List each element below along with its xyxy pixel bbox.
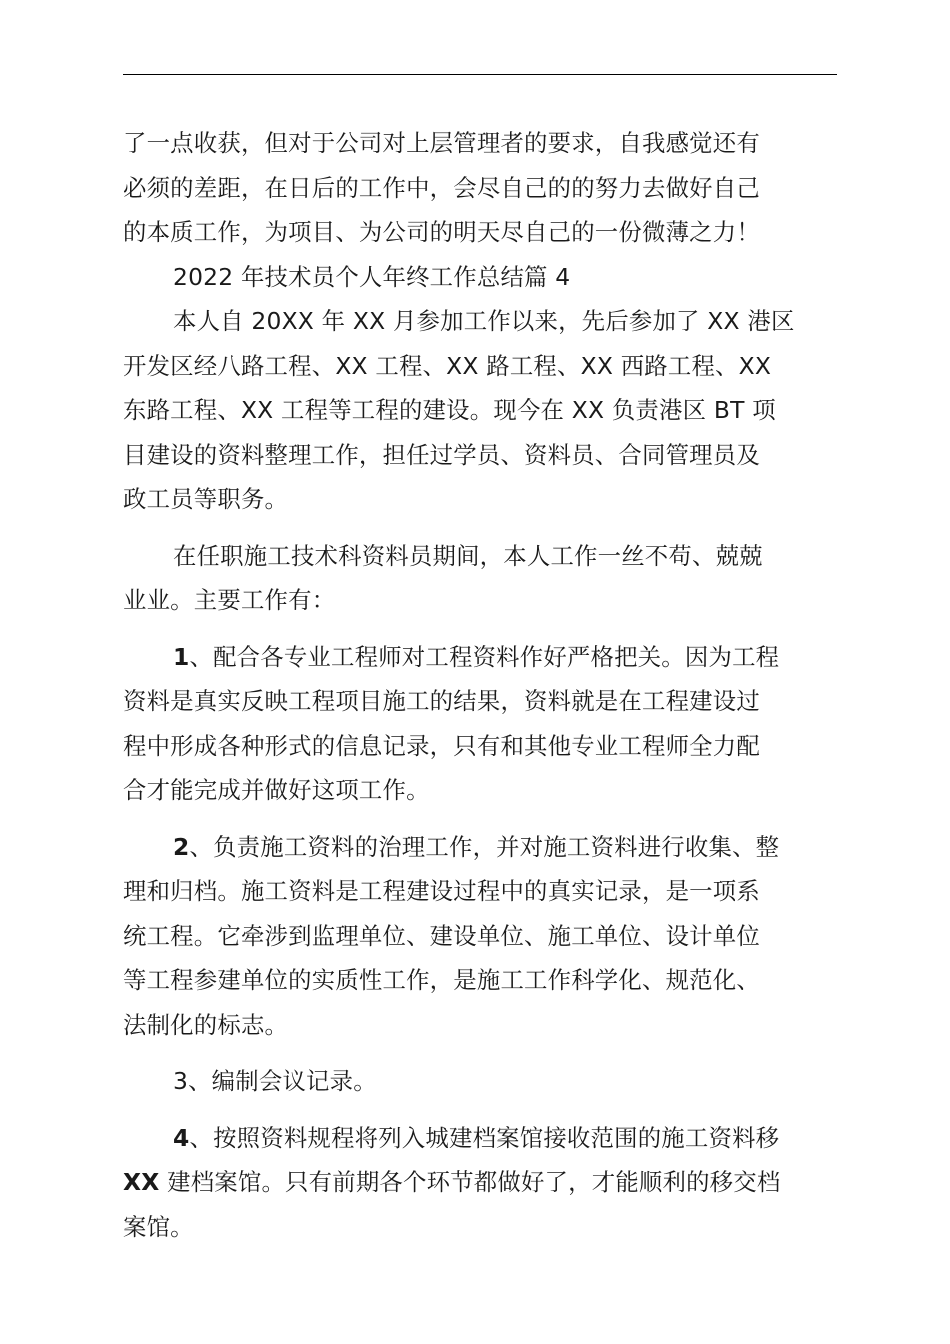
- paragraph-line: 资料是真实反映工程项目施工的结果，资料就是在工程建设过: [123, 687, 760, 715]
- document-body: [123, 121, 839, 1249]
- list-item-text: 、负责施工资料的治理工作，并对施工资料进行收集、整: [189, 832, 780, 861]
- paragraph-line: 东路工程、XX 工程等工程的建设。现今在 XX 负责港区 BT 项: [123, 396, 776, 424]
- paragraph-line: 理和归档。施工资料是工程建设过程中的真实记录，是一项系: [123, 877, 760, 905]
- list-item-text: 、配合各专业工程师对工程资料作好严格把关。因为工程: [189, 642, 780, 671]
- paragraph-line: 程中形成各种形式的信息记录，只有和其他专业工程师全力配: [123, 731, 760, 760]
- list-number: 4: [173, 1123, 190, 1152]
- list-item-text: 、按照资料规程将列入城建档案馆接收范围的施工资料移: [189, 1123, 780, 1152]
- bold-abbreviation: XX: [123, 1168, 160, 1196]
- line-text: 建档案馆。只有前期各个环节都做好了，才能顺利的移交档: [159, 1168, 781, 1196]
- list-item-line: [123, 1116, 839, 1161]
- paragraph-line: 政工员等职务。: [123, 485, 289, 513]
- paragraph-line: 合才能完成并做好这项工作。: [123, 776, 430, 804]
- list-item-line: [123, 825, 839, 870]
- paragraph-line: 法制化的标志。: [123, 1010, 289, 1039]
- header-rule: [123, 74, 837, 75]
- paragraph-line: 在任职施工技术科资料员期间，本人工作一丝不苟、兢兢: [173, 541, 763, 570]
- paragraph-line: 等工程参建单位的实质性工作，是施工工作科学化、规范化、: [123, 966, 760, 994]
- list-item-line: 3、编制会议记录。: [173, 1067, 377, 1095]
- paragraph-line: 开发区经八路工程、XX 工程、XX 路工程、XX 西路工程、XX: [123, 351, 772, 380]
- paragraph-line: 统工程。它牵涉到监理单位、建设单位、施工单位、设计单位: [123, 921, 760, 950]
- list-number: 1: [173, 642, 190, 671]
- paragraph-line: 业业。主要工作有：: [123, 586, 336, 614]
- list-number: 2: [173, 832, 190, 861]
- paragraph-line: 本人自 20XX 年 XX 月参加工作以来，先后参加了 XX 港区: [173, 307, 795, 335]
- paragraph-line: [123, 1160, 839, 1205]
- paragraph-line: 的本质工作，为项目、为公司的明天尽自己的一份微薄之力！: [123, 218, 760, 246]
- paragraph-line: 案馆。: [123, 1212, 194, 1241]
- paragraph-line: 必须的差距，在日后的工作中，会尽自己的的努力去做好自己: [123, 173, 760, 202]
- paragraph-line: 了一点收获，但对于公司对上层管理者的要求，自我感觉还有: [123, 129, 760, 157]
- paragraph-line: 目建设的资料整理工作，担任过学员、资料员、合同管理员及: [123, 440, 760, 469]
- list-item-line: [123, 635, 839, 680]
- section-heading: 2022 年技术员个人年终工作总结篇 4: [173, 262, 571, 291]
